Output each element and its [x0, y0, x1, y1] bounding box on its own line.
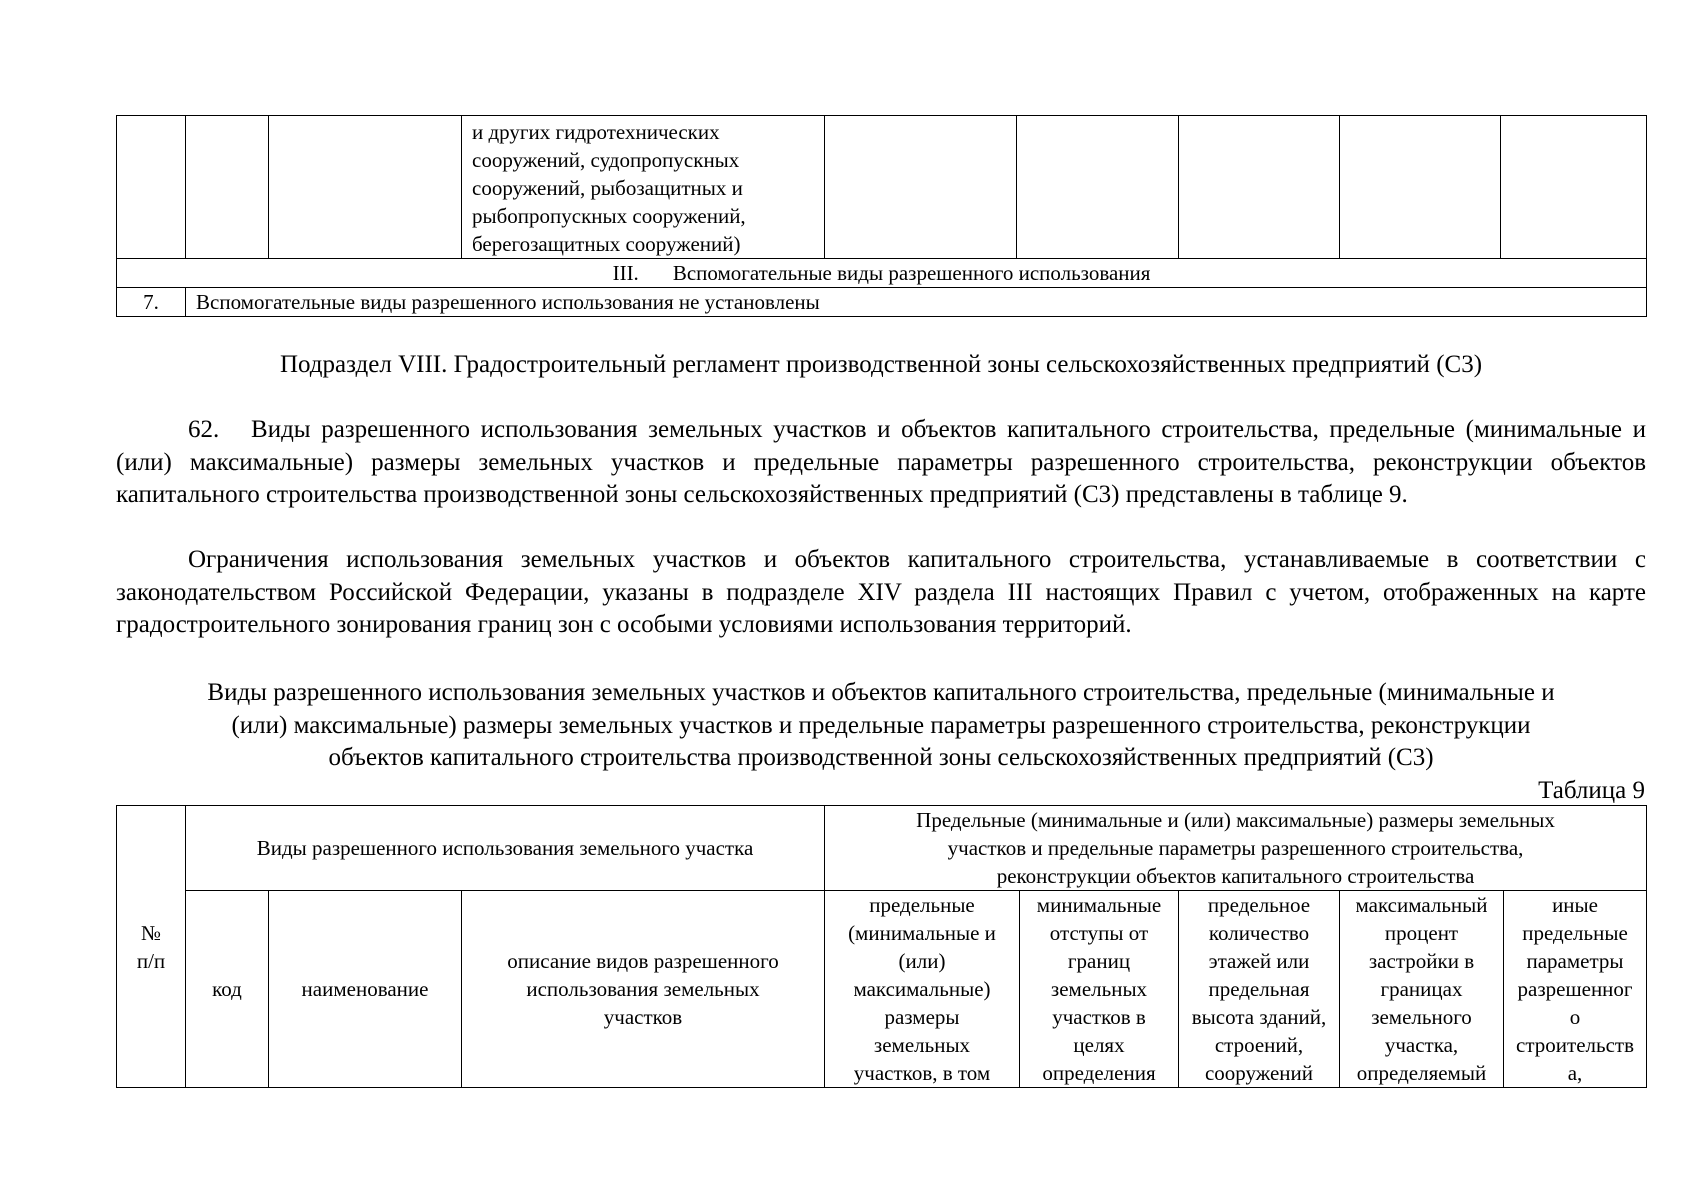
- table-row: [117, 288, 1647, 317]
- header-max-floors: предельное количество этажей или предельная высота зданий, строений, сооружений: [1179, 891, 1340, 1088]
- header-code: код: [186, 891, 269, 1088]
- continuation-table: [116, 115, 1647, 317]
- section-heading-row: [117, 259, 1647, 288]
- header-max-coverage: максимальный процент застройки в границах земельного участка, определяемый: [1340, 891, 1504, 1088]
- paragraph-restrictions: Ограничения использования земельных участков и объектов капитального строительства, устанавливаемые в соответствии с законодательством Российской Федерации, указаны в подразделе XIV раздела III настоящих Правил с учетом, отображенных на карте градостроительного зонирования границ зон с особыми условиями использования территорий.: [116, 546, 1646, 638]
- row-text: Вспомогательные виды разрешенного использования не установлены: [186, 288, 1647, 317]
- description-cell: и других гидротехнических сооружений, судопропускных сооружений, рыбозащитных и рыбопропускных сооружений, берегозащитных сооружений): [462, 116, 825, 259]
- header-min-setbacks: минимальные отступы от границ земельных участков в целях определения: [1020, 891, 1179, 1088]
- table-9-header: [116, 805, 1647, 1088]
- subsection-title: Подраздел VIII. Градостроительный регламент производственной зоны сельскохозяйственных предприятий (С3): [279, 351, 1483, 378]
- header-row-2: [117, 891, 1647, 1088]
- table-number: Таблица 9: [1538, 777, 1645, 804]
- table-caption: Виды разрешенного использования земельных участков и объектов капитального строительства, предельные (минимальные и (или) максимальные) размеры земельных участков и предельные параметры разрешенного строительства, реконструкции объектов капитального строительства производственной зоны сельскохозяйственных предприятий (С3): [207, 679, 1555, 771]
- header-group-land-use: Виды разрешенного использования земельного участка: [186, 806, 825, 891]
- header-description: описание видов разрешенного использования земельных участков: [462, 891, 825, 1088]
- header-limit-sizes: предельные (минимальные и (или) максимальные) размеры земельных участков, в том: [825, 891, 1020, 1088]
- header-name: наименование: [269, 891, 462, 1088]
- header-row-1: [117, 806, 1647, 891]
- table-row: [117, 116, 1647, 259]
- section-heading: III. Вспомогательные виды разрешенного использования: [117, 259, 1647, 288]
- paragraph-62: 62. Виды разрешенного использования земельных участков и объектов капитального строительства, предельные (минимальные и (или) максимальные) размеры земельных участков и предельные параметры разрешенного строительства, реконструкции объектов капитального строительства производственной зоны сельскохозяйственных предприятий (С3) представлены в таблице 9.: [116, 416, 1646, 508]
- header-other-params: иные предельные параметры разрешенног о строительств а,: [1504, 891, 1647, 1088]
- row-number: 7.: [117, 288, 186, 317]
- header-number-column: № п/п: [117, 806, 186, 1088]
- header-group-limits: Предельные (минимальные и (или) максимальные) размеры земельных участков и предельные параметры разрешенного строительства, реконструкции объектов капитального строительства: [825, 806, 1647, 891]
